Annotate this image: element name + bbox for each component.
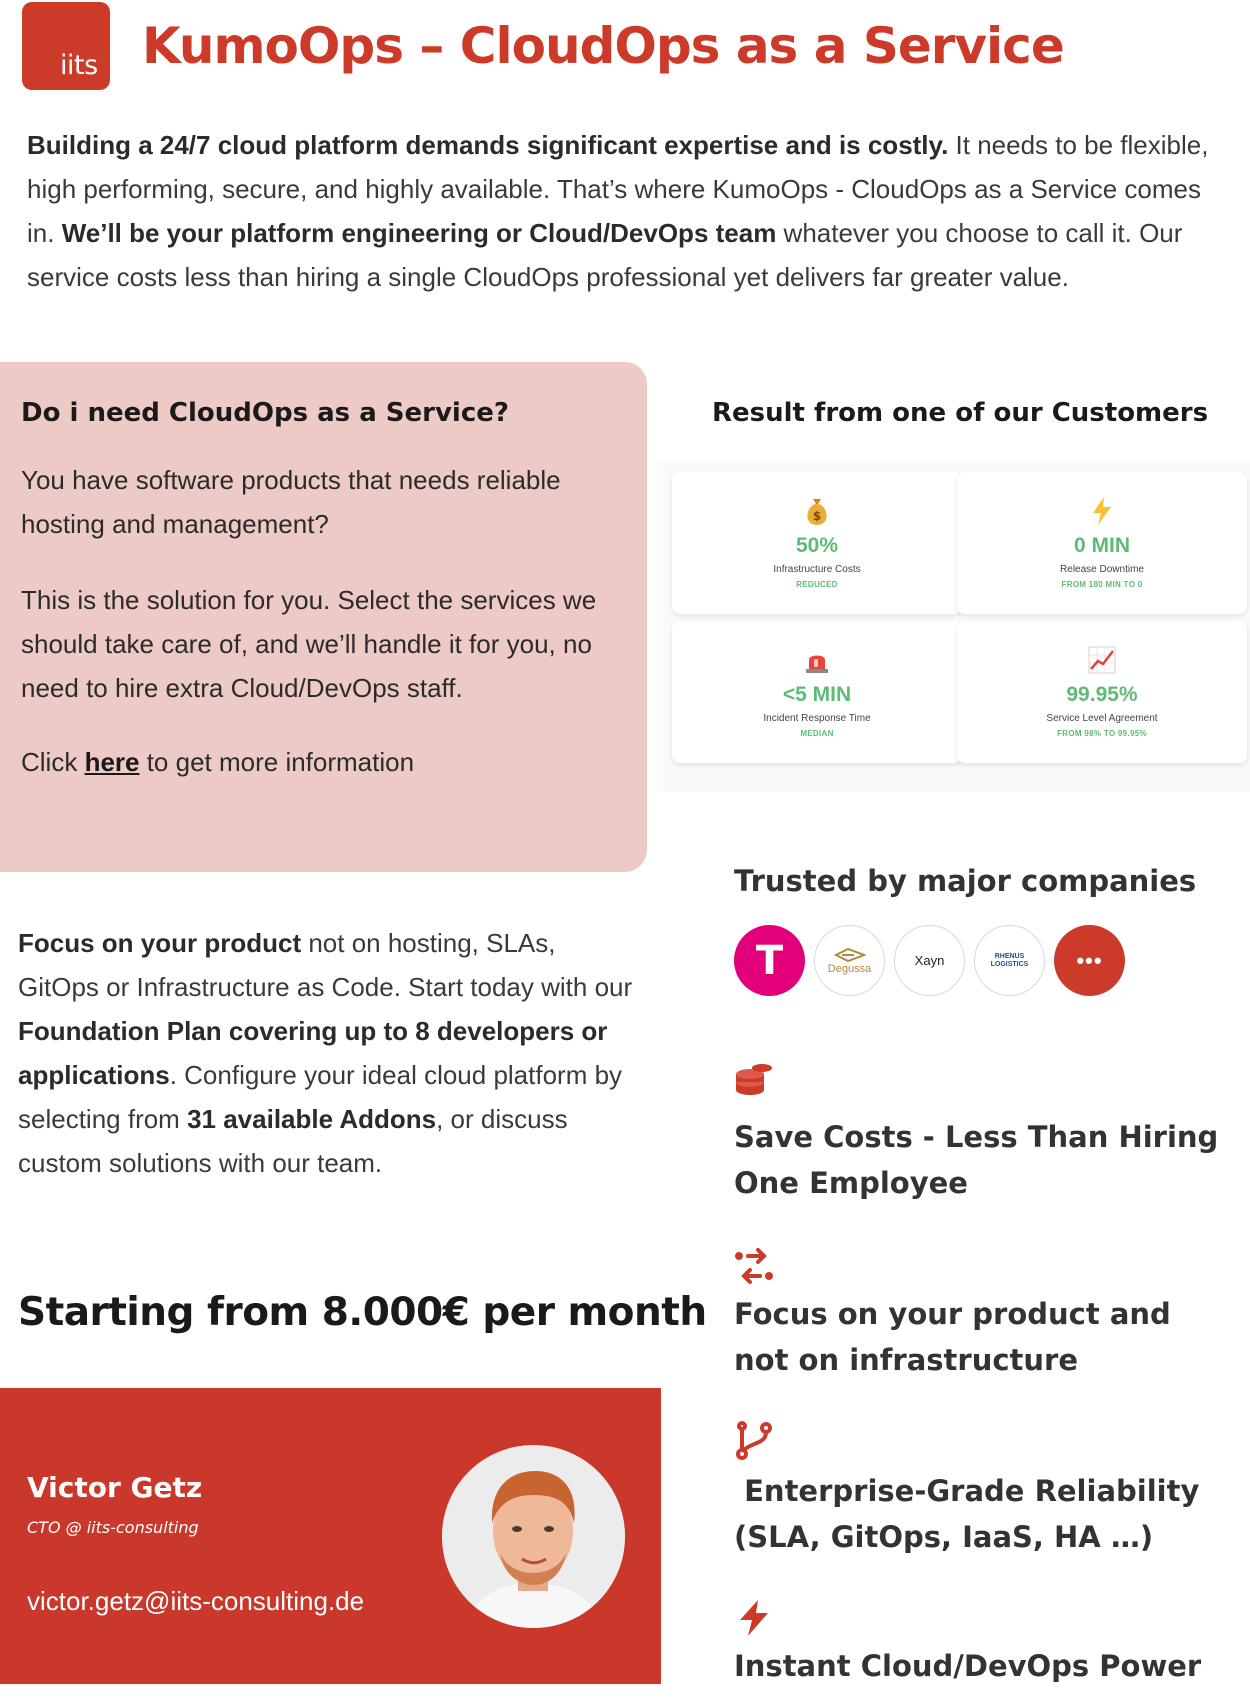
intro-bold-2: We’ll be your platform engineering or Cloud/DevOps team [61,218,777,248]
intro-text-2: whatever you choose to call it. Our service costs less than hiring a single CloudOps professional yet delivers far greater value. [27,218,1183,292]
focus-paragraph [18,921,638,1185]
intro-bold-1: Building a 24/7 cloud platform demands significant expertise and is costly. [27,130,949,160]
git-branch-icon [734,1420,774,1460]
contact-card [0,1388,661,1684]
need-solution: This is the solution for you. Select the services we should take care of, and we’ll handle it for you, no need to hire extra Cloud/DevOps staff. [21,585,597,703]
lightning-icon [957,494,1247,528]
contact-photo [442,1445,625,1628]
metric-card-costs [672,472,962,614]
here-link[interactable]: here [84,747,140,777]
intro-paragraph [27,123,1227,299]
more-info-before: Click [21,747,85,777]
xayn-logo[interactable] [894,925,965,996]
metric-label: Release Downtime [1060,564,1144,575]
money-bag-icon [672,494,962,528]
contact-email[interactable]: victor.getz@iits-consulting.de [27,1586,365,1616]
focus-bold-1: Focus on your product [18,928,302,958]
metric-value: 0 MIN [1073,534,1130,557]
metric-sub: FROM 98% TO 99.95% [1057,729,1147,738]
metric-label: Service Level Agreement [1046,713,1158,724]
intro-text-1: It needs to be flexible, high performing, secure, and highly available. That’s where KumoOps - CloudOps as a Service comes in. [27,130,1209,248]
metric-value: 50% [795,534,839,557]
results-title: Result from one of our Customers [712,398,1209,428]
contact-role: CTO @ iits-consulting [27,1518,199,1537]
metric-value: <5 MIN [782,683,852,706]
coins-icon [734,1060,774,1100]
arrows-exchange-icon [734,1246,774,1286]
feature-focus-product: Focus on your product and not on infrastructure [734,1297,1171,1377]
focus-text-2: . Configure your ideal cloud platform by selecting from [18,1060,623,1134]
metric-card-downtime [957,472,1247,614]
xayn-label: Xayn [914,953,945,968]
metric-sub: MEDIAN [800,729,834,738]
rhenus-logo[interactable]: RHENUS LOGISTICS [974,925,1045,996]
metric-label: Infrastructure Costs [773,564,861,575]
focus-text-3: , or discuss custom solutions with our team. [18,1104,568,1178]
more-info-after: to get more information [139,747,415,777]
focus-bold-2: Foundation Plan covering up to 8 developers or applications [18,1016,608,1090]
metric-sub: FROM 180 MIN TO 0 [1061,580,1143,589]
metric-label: Incident Response Time [763,713,871,724]
results-grid [657,462,1250,792]
siren-icon [672,643,962,677]
need-section [0,362,647,872]
focus-text-1: not on hosting, SLAs, GitOps or Infrastructure as Code. Start today with our [18,928,633,1002]
metric-sub: REDUCED [796,580,838,589]
logo-text: iits [60,50,98,81]
feature-reliability: Enterprise-Grade Reliability (SLA, GitOps, IaaS, HA …) [734,1474,1210,1554]
metric-card-sla [957,621,1247,763]
bolt-icon [734,1598,774,1638]
price-heading: Starting from 8.000€ per month [18,1290,707,1335]
company-logos [734,925,1125,996]
iits-logo[interactable] [22,2,110,90]
focus-bold-3: 31 available Addons [187,1104,437,1134]
degussa-label: Degussa [827,962,872,975]
contact-name: Victor Getz [27,1471,203,1504]
metric-value: 99.95% [1066,683,1138,706]
svg-text:$: $ [812,509,822,523]
need-question: You have software products that needs reliable hosting and management? [21,465,561,539]
degussa-logo[interactable] [814,925,885,996]
feature-instant-power: Instant Cloud/DevOps Power [734,1649,1202,1683]
need-more-info [21,740,621,784]
feature-save-costs: Save Costs - Less Than Hiring One Employee [734,1120,1219,1200]
chart-up-icon [957,643,1247,677]
trusted-title: Trusted by major companies [734,864,1197,898]
metric-card-incident [672,621,962,763]
telekom-logo[interactable]: T [734,925,805,996]
need-title: Do i need CloudOps as a Service? [21,398,509,428]
page-title: KumoOps – CloudOps as a Service [142,17,1064,75]
more-logos-button[interactable]: ••• [1054,925,1125,996]
